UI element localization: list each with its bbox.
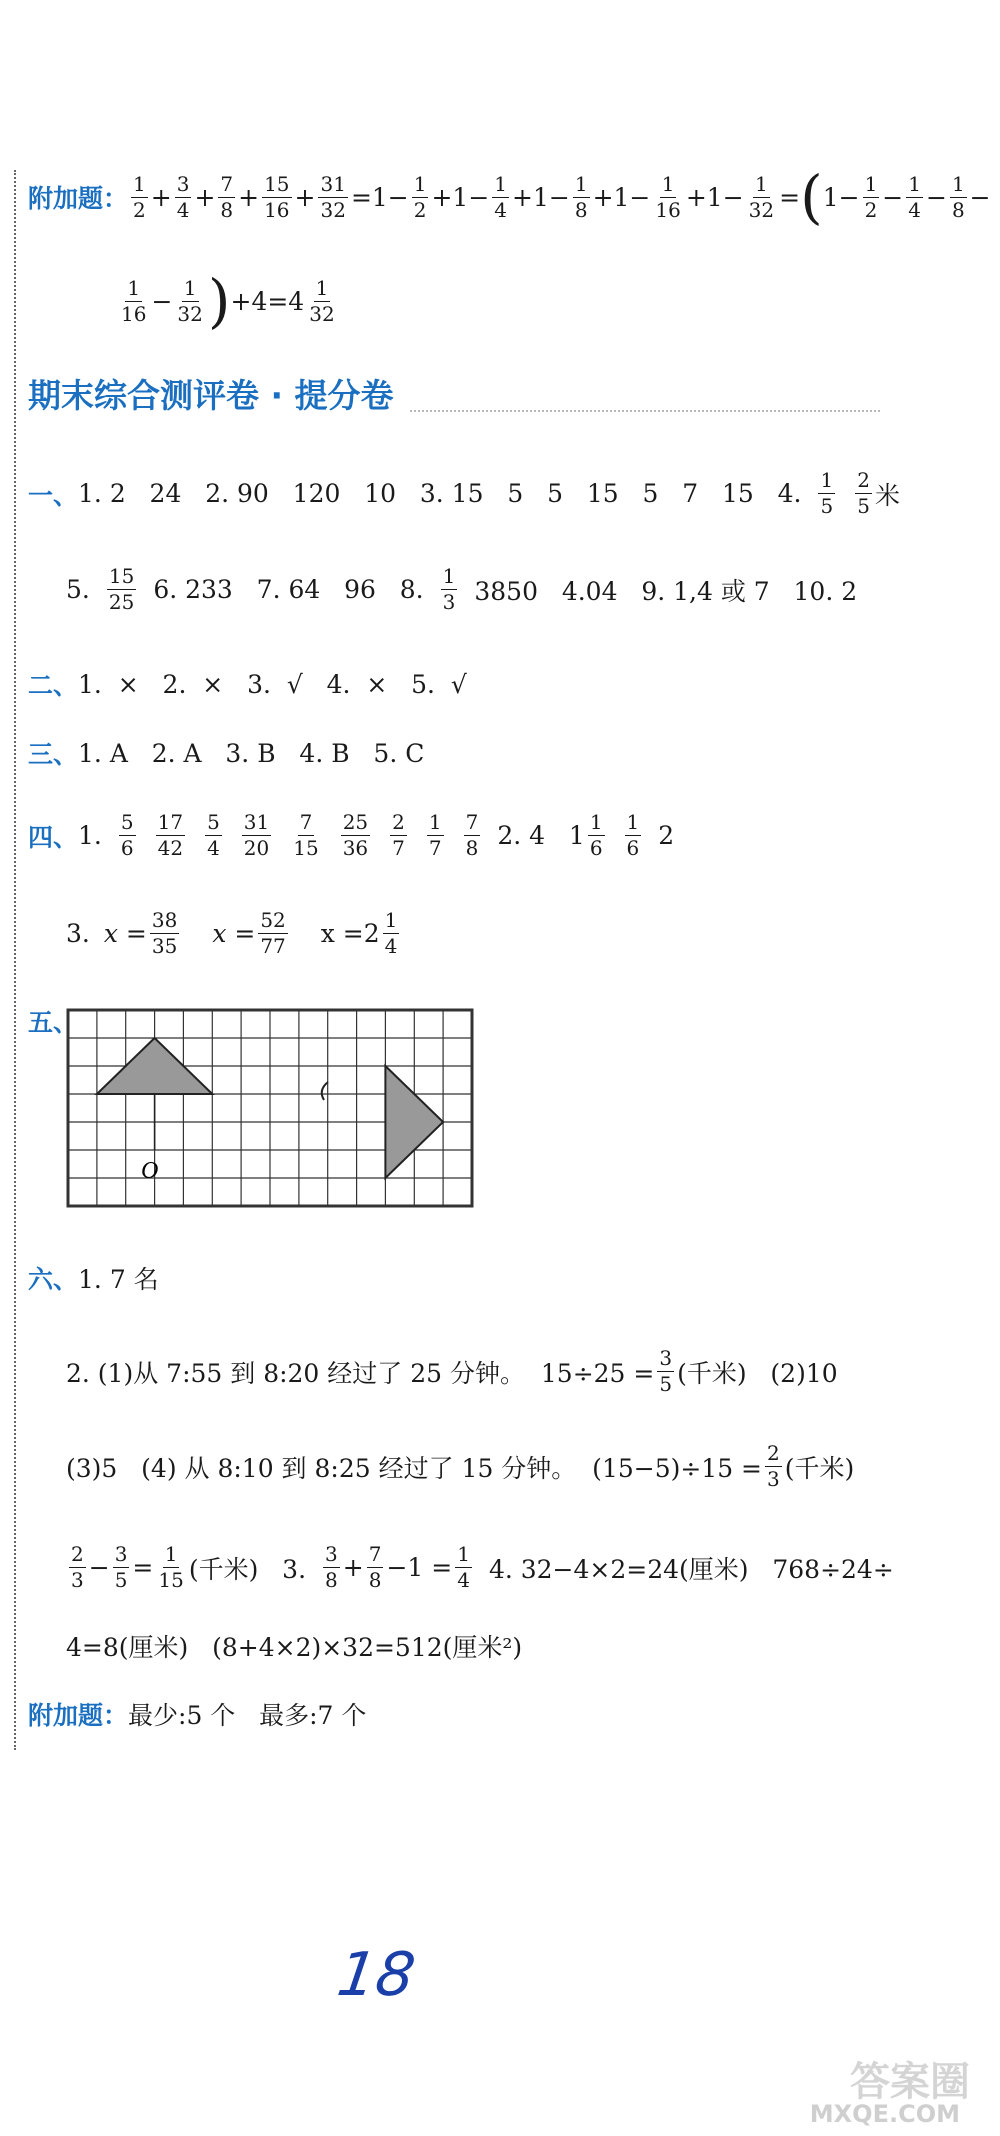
fraction: $\frac{1}{2}$ xyxy=(864,171,878,222)
op: −1 = xyxy=(386,1553,453,1582)
watermark-url: MXQE.COM xyxy=(809,2100,960,2128)
answer-text: 3850 4.04 9. 1,4 或 7 10. 2 xyxy=(474,576,858,606)
fraction: $\frac{2}{7}$ xyxy=(392,810,405,860)
fraction: $\frac{15}{25}$ xyxy=(108,564,135,614)
fraction: $\frac{31}{20}$ xyxy=(243,810,270,860)
watermark-logo: 答案圈 xyxy=(850,2059,970,2105)
section-4-line1 xyxy=(28,812,674,859)
fraction: $\frac{31}{32}$ xyxy=(320,171,346,222)
op: − xyxy=(151,286,173,316)
section-3 xyxy=(28,735,424,771)
answer-text: (千米) (2)10 xyxy=(677,1358,838,1388)
op: − xyxy=(88,1553,110,1582)
op: +1− xyxy=(592,182,651,212)
section-6-line1 xyxy=(28,1260,159,1296)
answer-text: 1. 2 24 2. 90 120 10 3. 15 5 5 15 5 7 15 4. xyxy=(78,479,802,508)
fraction: $\frac{5}{4}$ xyxy=(207,810,220,860)
op: =1− xyxy=(350,182,409,212)
op: +1− xyxy=(431,182,490,212)
answer-text: 2 xyxy=(658,821,675,850)
section-1-line1 xyxy=(28,470,900,517)
fraction: $\frac{1}{2}$ xyxy=(133,171,146,222)
section-6-line5 xyxy=(66,1628,522,1664)
op: +1− xyxy=(512,182,570,212)
op: = xyxy=(779,182,801,212)
fraction: $\frac{1}{3}$ xyxy=(442,564,456,614)
op: +1− xyxy=(685,182,744,212)
section-label: 二、 xyxy=(28,671,79,700)
fraction: $\frac{3}{4}$ xyxy=(176,171,190,222)
fraction: $\frac{1}{4}$ xyxy=(494,171,508,222)
answer-text: 6. 233 7. 64 96 8. xyxy=(153,575,424,604)
fraction: $\frac{1}{4}$ xyxy=(384,908,398,958)
answer-text: 最少:5 个 最多:7 个 xyxy=(128,1701,367,1730)
fraction: $\frac{1}{32}$ xyxy=(309,275,335,326)
op: + xyxy=(194,182,216,212)
section-title: 期末综合测评卷 · 提分卷 xyxy=(28,376,394,415)
fraction: $\frac{1}{4}$ xyxy=(908,171,921,222)
fraction: $\frac{1}{16}$ xyxy=(655,171,681,222)
op: 1− xyxy=(822,182,860,212)
fraction: $\frac{38}{35}$ xyxy=(151,908,178,958)
fraction: $\frac{52}{77}$ xyxy=(260,908,286,958)
fraction: $\frac{3}{5}$ xyxy=(114,1542,128,1592)
section-label: 一、 xyxy=(28,480,79,510)
answer-text: (千米) 3. xyxy=(188,1554,307,1584)
fraction: $\frac{1}{6}$ xyxy=(626,810,640,860)
grid-figure xyxy=(66,1008,476,1214)
answer-text: 1. A 2. A 3. B 4. B 5. C xyxy=(78,738,425,768)
answer-text: 1. 7 名 xyxy=(78,1265,159,1294)
origin-label: O xyxy=(141,1158,159,1184)
fraction: $\frac{1}{8}$ xyxy=(574,171,588,222)
extra-question-line1 xyxy=(28,163,991,231)
fraction: $\frac{1}{4}$ xyxy=(457,1542,470,1592)
op: + xyxy=(294,182,316,212)
answer-text: 4. 32−4×2=24(厘米) 768÷24÷ xyxy=(488,1554,894,1584)
fraction: $\frac{3}{5}$ xyxy=(659,1346,673,1396)
op: − xyxy=(882,182,904,212)
fraction: $\frac{2}{5}$ xyxy=(857,468,870,518)
section-label: 六、 xyxy=(28,1265,79,1294)
answer-text: 2. 4 1 xyxy=(497,821,585,850)
extra-question-line2 xyxy=(116,267,340,335)
fraction: $\frac{1}{5}$ xyxy=(820,468,834,518)
op: − xyxy=(969,182,991,212)
fraction: $\frac{15}{16}$ xyxy=(264,171,290,222)
fraction: $\frac{1}{16}$ xyxy=(121,275,147,326)
op: +4=4 xyxy=(230,286,305,316)
section-1-line2 xyxy=(66,566,857,613)
fraction: $\frac{1}{2}$ xyxy=(413,171,427,222)
unit: 米 xyxy=(874,480,900,510)
answer-text: (千米) xyxy=(784,1453,855,1483)
fraction: $\frac{1}{32}$ xyxy=(177,275,203,326)
fraction: $\frac{7}{8}$ xyxy=(220,171,234,222)
fraction: $\frac{1}{8}$ xyxy=(951,171,965,222)
binding-margin-line xyxy=(14,170,16,1750)
fraction: $\frac{2}{3}$ xyxy=(71,1542,84,1592)
section-2 xyxy=(28,666,467,702)
section-label: 五、 xyxy=(28,1008,79,1037)
fraction: $\frac{25}{36}$ xyxy=(342,810,369,860)
fraction: $\frac{7}{15}$ xyxy=(293,810,319,860)
answer-text: 5. xyxy=(66,575,90,604)
op: + xyxy=(150,182,172,212)
page-number: 18 xyxy=(333,1940,420,2010)
fraction: $\frac{17}{42}$ xyxy=(157,810,184,860)
fraction: $\frac{1}{7}$ xyxy=(428,810,442,860)
section-label: 三、 xyxy=(28,740,79,769)
equation-text: x = xyxy=(103,919,147,948)
open-paren: ( xyxy=(800,163,823,231)
answer-text: 3. xyxy=(66,919,90,948)
op: + xyxy=(238,182,260,212)
fraction: $\frac{2}{3}$ xyxy=(767,1441,780,1491)
fraction: $\frac{1}{15}$ xyxy=(158,1542,184,1592)
extra-label: 附加题： xyxy=(28,184,129,213)
fraction: $\frac{7}{8}$ xyxy=(368,1542,382,1592)
section-6-line4 xyxy=(66,1544,894,1591)
op: + xyxy=(342,1553,364,1582)
equation-text: x =2 xyxy=(320,919,380,948)
section-6-line3 xyxy=(66,1443,854,1490)
answer-text: 4=8(厘米) (8+4×2)×32=512(厘米²) xyxy=(66,1633,523,1662)
answer-text: 1. xyxy=(78,821,102,850)
close-paren: ) xyxy=(207,267,231,335)
fraction: $\frac{1}{32}$ xyxy=(748,171,775,222)
answer-text: 2. (1)从 7:55 到 8:20 经过了 25 分钟。 15÷25 = xyxy=(66,1358,655,1388)
fraction: $\frac{3}{8}$ xyxy=(325,1542,338,1592)
title-underline xyxy=(410,410,880,412)
section-6-line2 xyxy=(66,1348,838,1395)
section-label: 四、 xyxy=(28,822,79,852)
section-4-line2 xyxy=(66,910,402,957)
answer-text: 1. × 2. × 3. √ 4. × 5. √ xyxy=(78,669,467,699)
extra-label: 附加题： xyxy=(28,1701,129,1730)
fraction: $\frac{5}{6}$ xyxy=(120,810,134,860)
handwritten-mark xyxy=(322,1082,328,1100)
answer-text: (3)5 (4) 从 8:10 到 8:25 经过了 15 分钟。 (15−5)÷15 = xyxy=(66,1453,763,1483)
extra-question-2 xyxy=(28,1696,366,1732)
op: = xyxy=(132,1553,154,1582)
equation-text: x = xyxy=(212,919,256,948)
fraction: $\frac{7}{8}$ xyxy=(465,810,479,860)
fraction: $\frac{1}{6}$ xyxy=(589,810,603,860)
op: − xyxy=(925,182,947,212)
